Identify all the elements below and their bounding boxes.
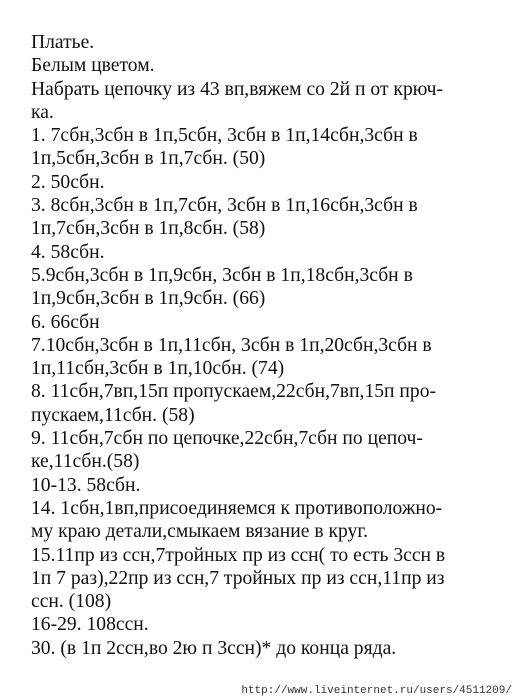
row-7-line-b: 1п,11сбн,3сбн в 1п,10сбн. (74) xyxy=(31,358,285,380)
row-15-line-b: 1п 7 раз),22пр из ссн,7 тройных пр из ссн,11пр из xyxy=(31,567,445,589)
row-5-line-a: 5.9сбн,3сбн в 1п,9сбн, 3сбн в 1п,18сбн,3сбн в xyxy=(31,264,413,286)
row-9-line-a: 9. 11сбн,7сбн по цепочке,22сбн,7сбн по цепоч- xyxy=(31,428,423,450)
source-watermark: http://www.liveinternet.ru/users/4511209/ xyxy=(241,685,512,697)
row-30: 30. (в 1п 2ссн,во 2ю п 3ссн)* до конца ряда. xyxy=(31,637,397,659)
row-15-line-c: ссн. (108) xyxy=(31,591,112,613)
row-7-line-a: 7.10сбн,3сбн в 1п,11сбн, 3сбн в 1п,20сбн,3сбн в xyxy=(31,334,432,356)
row-9-line-b: ке,11сбн.(58) xyxy=(31,451,140,473)
doc-color-note: Белым цветом. xyxy=(31,55,155,77)
row-1-line-b: 1п,5сбн,3сбн в 1п,7сбн. (50) xyxy=(31,148,266,170)
row-1-line-a: 1. 7сбн,3сбн в 1п,5сбн, 3сбн в 1п,14сбн,3сбн в xyxy=(31,125,418,147)
row-14-line-a: 14. 1сбн,1вп,присоединяемся к противоположно- xyxy=(31,497,443,519)
row-5-line-b: 1п,9сбн,3сбн в 1п,9сбн. (66) xyxy=(31,288,266,310)
row-14-line-b: му краю детали,смыкаем вязание в круг. xyxy=(31,521,369,543)
row-3-line-a: 3. 8сбн,3сбн в 1п,7сбн, 3сбн в 1п,16сбн,3сбн в xyxy=(31,195,418,217)
row-3-line-b: 1п,7сбн,3сбн в 1п,8сбн. (58) xyxy=(31,218,266,240)
row-6: 6. 66сбн xyxy=(31,311,100,333)
doc-line-4: ка. xyxy=(31,101,54,123)
row-15-line-a: 15.11пр из ссн,7тройных пр из ссн( то есть 3ссн в xyxy=(31,544,446,566)
row-8-line-a: 8. 11сбн,7вп,15п пропускаем,22сбн,7вп,15п про- xyxy=(31,381,437,403)
rows-10-13: 10-13. 58сбн. xyxy=(31,474,141,496)
doc-title: Платье. xyxy=(31,32,95,53)
row-2: 2. 50сбн. xyxy=(31,171,105,193)
row-8-line-b: пускаем,11сбн. (58) xyxy=(31,404,195,426)
rows-16-29: 16-29. 108ссн. xyxy=(31,614,149,636)
row-4: 4. 58сбн. xyxy=(31,241,105,263)
pattern-document xyxy=(31,31,501,660)
doc-line-3: Набрать цепочку из 43 вп,вяжем со 2й п от крюч- xyxy=(31,78,444,100)
